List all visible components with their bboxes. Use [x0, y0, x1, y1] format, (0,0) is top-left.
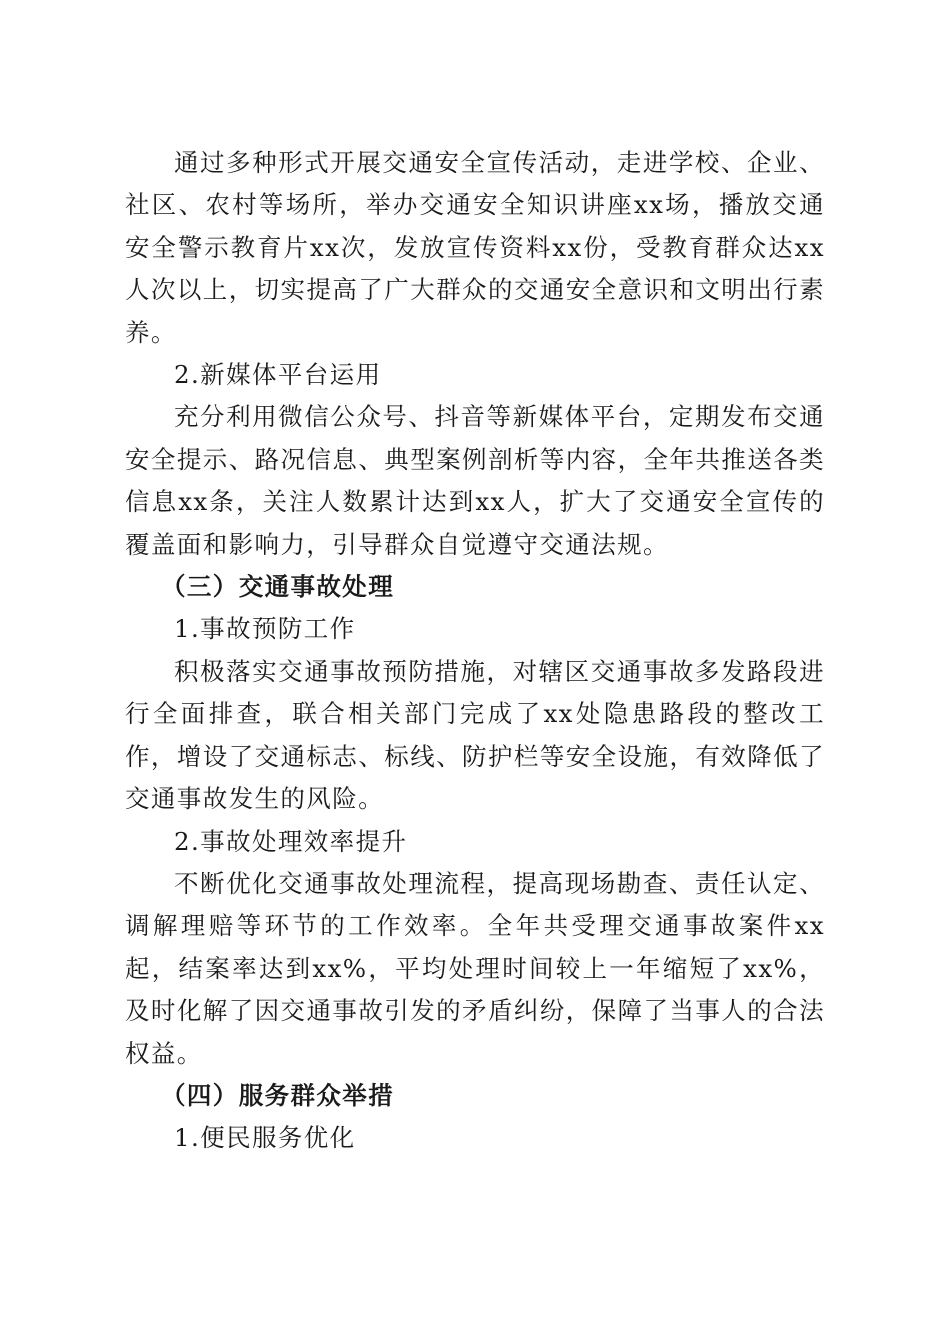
subheading-accident-prevention: 1.事故预防工作 — [174, 614, 356, 644]
subheading-convenience-service: 1.便民服务优化 — [174, 1123, 356, 1153]
subheading-new-media: 2.新媒体平台运用 — [174, 360, 382, 390]
paragraph-handling-efficiency: 不断优化交通事故处理流程，提高现场勘查、责任认定、调解理赔等环节的工作效率。全年共受理交通事故案件xx起，结案率达到xx%，平均处理时间较上一年缩短了xx%，及时化解了因交通事故引发的矛盾纠纷，保障了当事人的合法权益。 — [125, 868, 825, 1068]
section-heading-public-service: （四）服务群众举措 — [161, 1080, 395, 1110]
section-heading-accident-handling: （三）交通事故处理 — [161, 572, 395, 602]
subheading-handling-efficiency: 2.事故处理效率提升 — [174, 826, 408, 856]
paragraph-publicity-activities: 通过多种形式开展交通安全宣传活动，走进学校、企业、社区、农村等场所，举办交通安全知识讲座xx场，播放交通安全警示教育片xx次，发放宣传资料xx份，受教育群众达xx人次以上，切实提高了广大群众的交通安全意识和文明出行素养。 — [125, 148, 825, 347]
paragraph-accident-prevention: 积极落实交通事故预防措施，对辖区交通事故多发路段进行全面排查，联合相关部门完成了xx处隐患路段的整改工作，增设了交通标志、标线、防护栏等安全设施，有效降低了交通事故发生的风险。 — [125, 656, 825, 814]
paragraph-new-media: 充分利用微信公众号、抖音等新媒体平台，定期发布交通安全提示、路况信息、典型案例剖析等内容，全年共推送各类信息xx条，关注人数累计达到xx人，扩大了交通安全宣传的覆盖面和影响力，引导群众自觉遵守交通法规。 — [125, 402, 825, 559]
document-body — [125, 142, 825, 1160]
